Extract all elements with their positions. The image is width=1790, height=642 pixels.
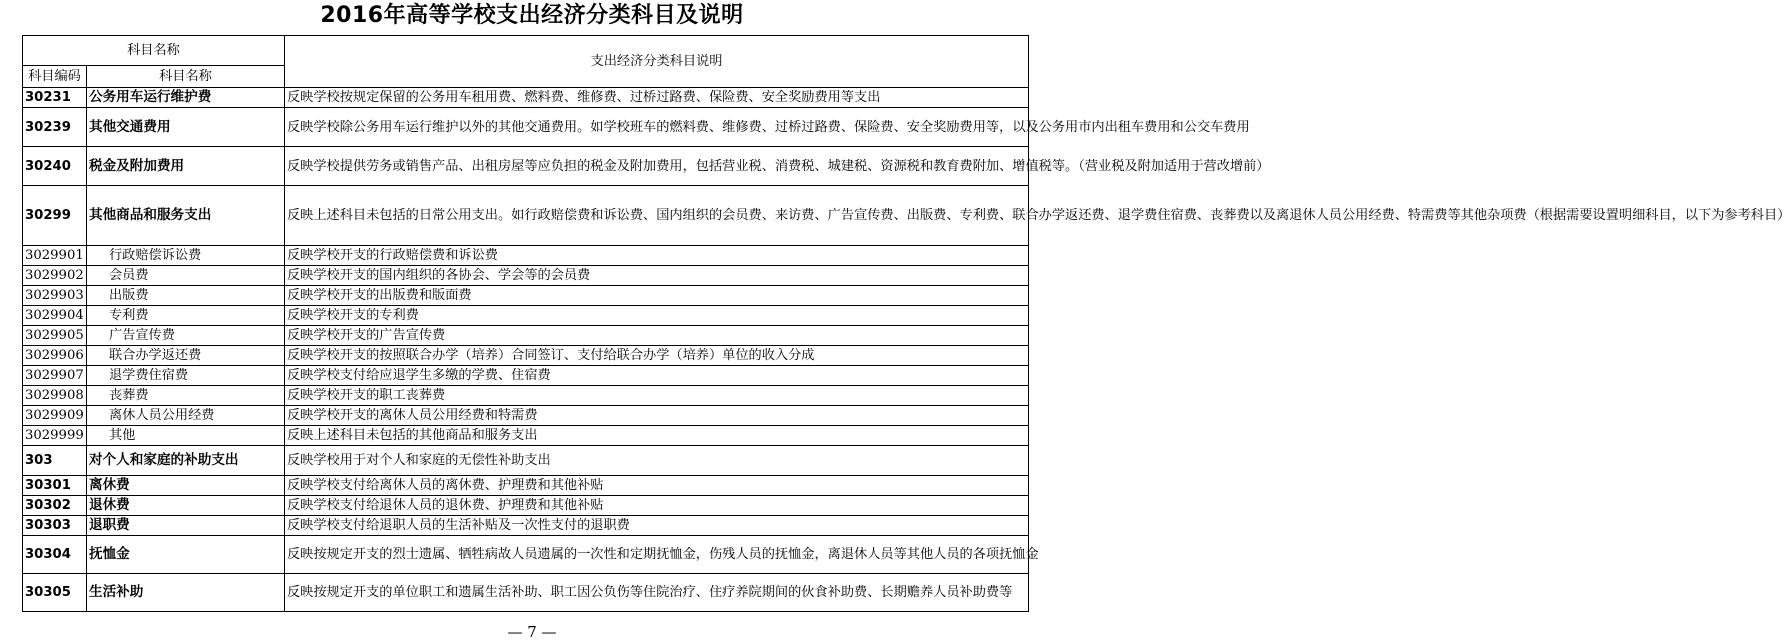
subject-code: 30303: [23, 516, 87, 536]
subject-name: 其他交通费用: [87, 108, 285, 147]
table-row: [23, 366, 1029, 386]
table-row: [23, 386, 1029, 406]
subject-name: 专利费: [87, 306, 285, 326]
subject-description: 反映学校开支的行政赔偿费和诉讼费: [285, 246, 1029, 266]
subject-code: 3029999: [23, 426, 87, 446]
subject-name: 联合办学返还费: [87, 346, 285, 366]
subject-code: 30301: [23, 476, 87, 496]
subject-description: 反映学校支付给应退学生多缴的学费、住宿费: [285, 366, 1029, 386]
table-row: [23, 536, 1029, 574]
subject-name: 公务用车运行维护费: [87, 88, 285, 108]
table-row: [23, 326, 1029, 346]
subject-description: 反映学校支付给离休人员的离休费、护理费和其他补贴: [285, 476, 1029, 496]
subject-description: 反映学校用于对个人和家庭的无偿性补助支出: [285, 446, 1029, 476]
table-row: [23, 574, 1029, 612]
header-row-1: [23, 36, 1029, 66]
subject-code: 3029903: [23, 286, 87, 306]
subject-name: 会员费: [87, 266, 285, 286]
subject-description: 反映上述科目未包括的日常公用支出。如行政赔偿费和诉讼费、国内组织的会员费、来访费、广告宣传费、出版费、专利费、联合办学返还费、退学费住宿费、丧葬费以及离退休人员公用经费、特需费等其他杂项费（根据需要设置明细科目，以下为参考科目）: [285, 186, 1029, 246]
subject-code: 3029907: [23, 366, 87, 386]
subject-name: 抚恤金: [87, 536, 285, 574]
table-row: [23, 286, 1029, 306]
subject-name: 其他: [87, 426, 285, 446]
page-number: — 7 —: [507, 623, 557, 641]
subject-description: 反映学校支付给退职人员的生活补贴及一次性支付的退职费: [285, 516, 1029, 536]
table-row: [23, 496, 1029, 516]
name-column-header: 科目名称: [87, 66, 285, 88]
subject-description: 反映学校提供劳务或销售产品、出租房屋等应负担的税金及附加费用，包括营业税、消费税、城建税、资源税和教育费附加、增值税等。（营业税及附加适用于营改增前）: [285, 147, 1029, 186]
subject-name: 生活补助: [87, 574, 285, 612]
subject-code: 3029908: [23, 386, 87, 406]
subject-description: 反映按规定开支的烈士遗属、牺牲病故人员遗属的一次性和定期抚恤金，伤残人员的抚恤金，离退休人员等其他人员的各项抚恤金: [285, 536, 1029, 574]
subject-code: 3029905: [23, 326, 87, 346]
subject-code: 30305: [23, 574, 87, 612]
table-row: [23, 306, 1029, 326]
subject-name: 出版费: [87, 286, 285, 306]
table-row: [23, 186, 1029, 246]
subject-code: 303: [23, 446, 87, 476]
table-row: [23, 406, 1029, 426]
subject-name: 退职费: [87, 516, 285, 536]
subject-code: 30302: [23, 496, 87, 516]
expenditure-table: [22, 35, 1790, 612]
subject-description: 反映学校开支的职工丧葬费: [285, 386, 1029, 406]
subject-name: 其他商品和服务支出: [87, 186, 285, 246]
code-column-header: 科目编码: [23, 66, 87, 88]
table-row: [23, 516, 1029, 536]
subject-name: 离休费: [87, 476, 285, 496]
subject-code: 30304: [23, 536, 87, 574]
subject-description: 反映学校开支的按照联合办学（培养）合同签订、支付给联合办学（培养）单位的收入分成: [285, 346, 1029, 366]
subject-name-group-header: 科目名称: [23, 36, 285, 66]
table-row: [23, 88, 1029, 108]
subject-name: 对个人和家庭的补助支出: [87, 446, 285, 476]
subject-code: 30299: [23, 186, 87, 246]
subject-name: 退学费住宿费: [87, 366, 285, 386]
subject-code: 30231: [23, 88, 87, 108]
subject-code: 3029902: [23, 266, 87, 286]
subject-description: 反映学校开支的出版费和版面费: [285, 286, 1029, 306]
subject-code: 30240: [23, 147, 87, 186]
subject-description: 反映学校开支的离休人员公用经费和特需费: [285, 406, 1029, 426]
subject-code: 3029904: [23, 306, 87, 326]
subject-description: 反映学校按规定保留的公务用车租用费、燃料费、维修费、过桥过路费、保险费、安全奖励费用等支出: [285, 88, 1029, 108]
table-row: [23, 446, 1029, 476]
subject-description: 反映学校开支的广告宣传费: [285, 326, 1029, 346]
subject-name: 广告宣传费: [87, 326, 285, 346]
subject-name: 离休人员公用经费: [87, 406, 285, 426]
subject-description: 反映学校开支的专利费: [285, 306, 1029, 326]
subject-code: 3029906: [23, 346, 87, 366]
subject-name: 行政赔偿诉讼费: [87, 246, 285, 266]
subject-code: 30239: [23, 108, 87, 147]
description-column-header: 支出经济分类科目说明: [285, 36, 1029, 88]
subject-code: 3029901: [23, 246, 87, 266]
subject-description: 反映学校开支的国内组织的各协会、学会等的会员费: [285, 266, 1029, 286]
table-row: [23, 147, 1029, 186]
subject-description: 反映学校除公务用车运行维护以外的其他交通费用。如学校班车的燃料费、维修费、过桥过路费、保险费、安全奖励费用等，以及公务用市内出租车费用和公交车费用: [285, 108, 1029, 147]
subject-description: 反映上述科目未包括的其他商品和服务支出: [285, 426, 1029, 446]
page-title: 2016年高等学校支出经济分类科目及说明: [320, 3, 744, 28]
subject-description: 反映按规定开支的单位职工和遗属生活补助、职工因公负伤等住院治疗、住疗养院期间的伙食补助费、长期赡养人员补助费等: [285, 574, 1029, 612]
subject-description: 反映学校支付给退休人员的退休费、护理费和其他补贴: [285, 496, 1029, 516]
subject-name: 税金及附加费用: [87, 147, 285, 186]
table-row: [23, 246, 1029, 266]
table-row: [23, 266, 1029, 286]
subject-name: 退休费: [87, 496, 285, 516]
table-row: [23, 426, 1029, 446]
table-row: [23, 346, 1029, 366]
subject-code: 3029909: [23, 406, 87, 426]
table-row: [23, 476, 1029, 496]
subject-name: 丧葬费: [87, 386, 285, 406]
table-row: [23, 108, 1029, 147]
